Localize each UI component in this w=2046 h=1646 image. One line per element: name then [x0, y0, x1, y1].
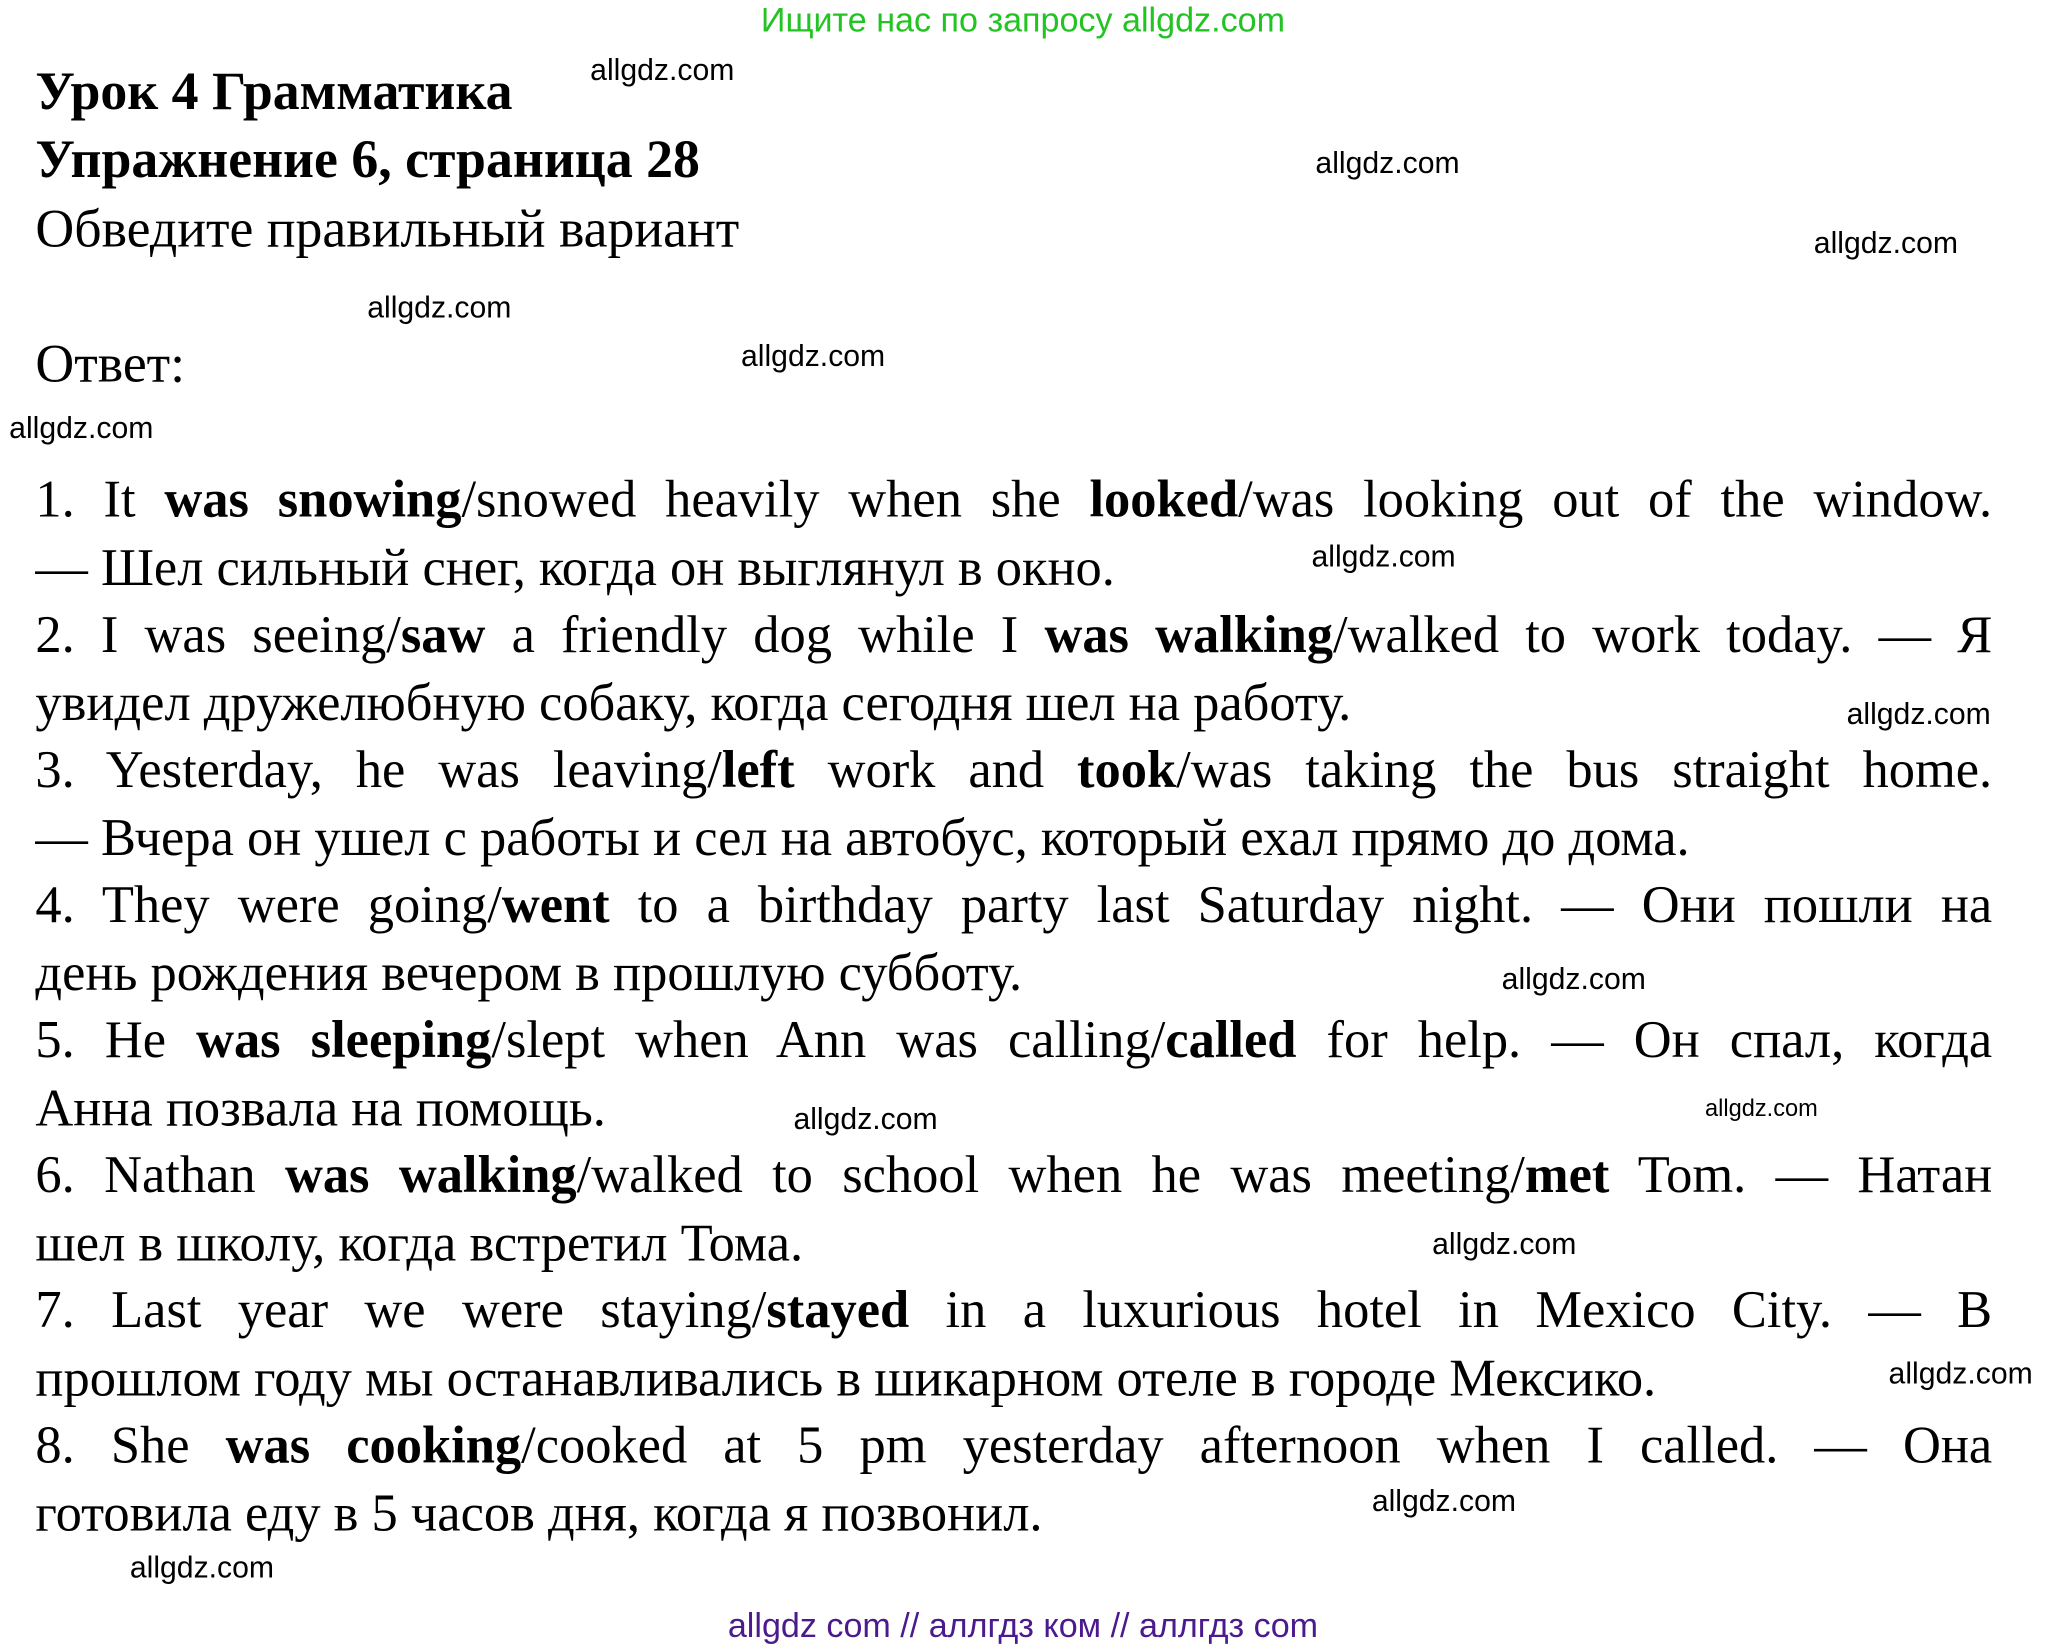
answer-text: /cooked at 5 pm yesterday afternoon when I called. — Она [521, 1415, 1993, 1475]
answer-text: /snowed heavily when she [461, 469, 1090, 529]
answer-item-6-line-1 [35, 1141, 1992, 1209]
answer-text: /walked to work today. — Я [1332, 604, 1993, 664]
answer-item-4-line-1 [35, 871, 1992, 939]
watermark: allgdz.com [740, 338, 886, 373]
answer-item-1-line-2 [35, 533, 1992, 601]
watermark: allgdz.com [129, 1550, 275, 1585]
exercise-title: Упражнение 6, страница 28 [35, 128, 700, 189]
watermark: allgdz.com [1813, 225, 1958, 260]
answer-text: /was looking out of the window. [1238, 469, 1993, 529]
answer-text: — Вчера он ушел с работы и сел на автобус, который ехал прямо до дома. [35, 807, 1690, 867]
answer-text: 6. Nathan [35, 1144, 285, 1204]
correct-answer: met [1524, 1144, 1610, 1204]
answer-text: 7. Last year we were staying/ [35, 1280, 767, 1340]
lesson-title: Урок 4 Грамматика [35, 60, 513, 121]
watermark: allgdz.com [9, 410, 154, 445]
correct-answer: left [721, 739, 795, 799]
correct-answer: was cooking [225, 1415, 522, 1475]
answer-text: a friendly dog while I [485, 604, 1045, 664]
answer-item-1-line-1 [35, 466, 1992, 534]
answer-text: Tom. — Натан [1609, 1144, 1993, 1204]
answer-text: шел в школу, когда встретил Тома. [35, 1212, 804, 1272]
watermark: allgdz.com [1704, 1095, 1818, 1122]
answer-text: день рождения вечером в прошлую субботу. [35, 942, 1023, 1002]
correct-answer: stayed [766, 1280, 910, 1340]
answer-text: 2. I was seeing/ [35, 604, 401, 664]
answer-text: Анна позвала на помощь. [35, 1077, 606, 1137]
answer-label: Ответ: [35, 333, 186, 394]
answer-item-3-line-1 [35, 736, 1992, 804]
answer-list [35, 466, 1992, 1547]
watermark: allgdz.com [1501, 961, 1646, 996]
answer-text: /slept when Ann was calling/ [491, 1009, 1166, 1069]
watermark: allgdz.com [590, 52, 735, 87]
watermark: allgdz.com [1846, 696, 1991, 731]
answer-item-4-line-2 [35, 938, 1992, 1006]
correct-answer: went [501, 874, 610, 934]
answer-text: 8. She [35, 1415, 226, 1475]
watermark: allgdz.com [793, 1101, 938, 1136]
answer-text: 3. Yesterday, he was leaving/ [35, 739, 722, 799]
answer-text: in a luxurious hotel in Mexico City. — В [909, 1280, 1993, 1340]
correct-answer: saw [400, 604, 486, 664]
answer-item-5-line-1 [35, 1006, 1992, 1074]
answer-text: прошлом году мы останавливались в шикарном отеле в городе Мексико. [35, 1347, 1657, 1407]
correct-answer: looked [1089, 469, 1239, 529]
watermark: allgdz.com [1371, 1483, 1517, 1518]
answer-text: work and [794, 739, 1078, 799]
answer-item-7-line-1 [35, 1276, 1992, 1344]
correct-answer: was walking [1044, 604, 1333, 664]
watermark: allgdz.com [1315, 145, 1460, 180]
answer-item-8-line-2 [35, 1479, 1992, 1547]
answer-text: 5. He [35, 1009, 197, 1069]
answer-text: 1. It [35, 469, 165, 529]
correct-answer: was snowing [164, 469, 462, 529]
correct-answer: was walking [284, 1144, 577, 1204]
correct-answer: took [1077, 739, 1177, 799]
answer-text: to a birthday party last Saturday night. — Они пошли на [609, 874, 1993, 934]
bottom-banner-link[interactable]: allgdz com // аллгдз ком // аллгдз com [727, 1605, 1319, 1645]
answer-item-2-line-1 [35, 601, 1992, 669]
watermark: allgdz.com [1311, 539, 1456, 574]
answer-item-6-line-2 [35, 1209, 1992, 1277]
answer-item-3-line-2 [35, 803, 1992, 871]
correct-answer: called [1165, 1009, 1297, 1069]
watermark: allgdz.com [1432, 1226, 1577, 1261]
answer-item-5-line-2 [35, 1073, 1992, 1141]
top-banner-link[interactable]: Ищите нас по запросу allgdz.com [760, 0, 1286, 40]
instruction: Обведите правильный вариант [35, 198, 740, 259]
answer-text: 4. They were going/ [35, 874, 502, 934]
answer-text: /was taking the bus straight home. [1176, 739, 1993, 799]
answer-item-2-line-2 [35, 668, 1992, 736]
correct-answer: was sleeping [196, 1009, 492, 1069]
answer-text: /walked to school when he was meeting/ [576, 1144, 1525, 1204]
answer-item-8-line-1 [35, 1411, 1992, 1479]
answer-text: готовила еду в 5 часов дня, когда я позвонил. [35, 1482, 1043, 1542]
answer-text: for help. — Он спал, когда [1296, 1009, 1993, 1069]
answer-item-7-line-2 [35, 1344, 1992, 1412]
answer-text: увидел дружелюбную собаку, когда сегодня шел на работу. [35, 672, 1352, 732]
watermark: allgdz.com [367, 289, 512, 324]
answer-text: — Шел сильный снег, когда он выглянул в окно. [35, 537, 1115, 597]
watermark: allgdz.com [1888, 1356, 2033, 1391]
